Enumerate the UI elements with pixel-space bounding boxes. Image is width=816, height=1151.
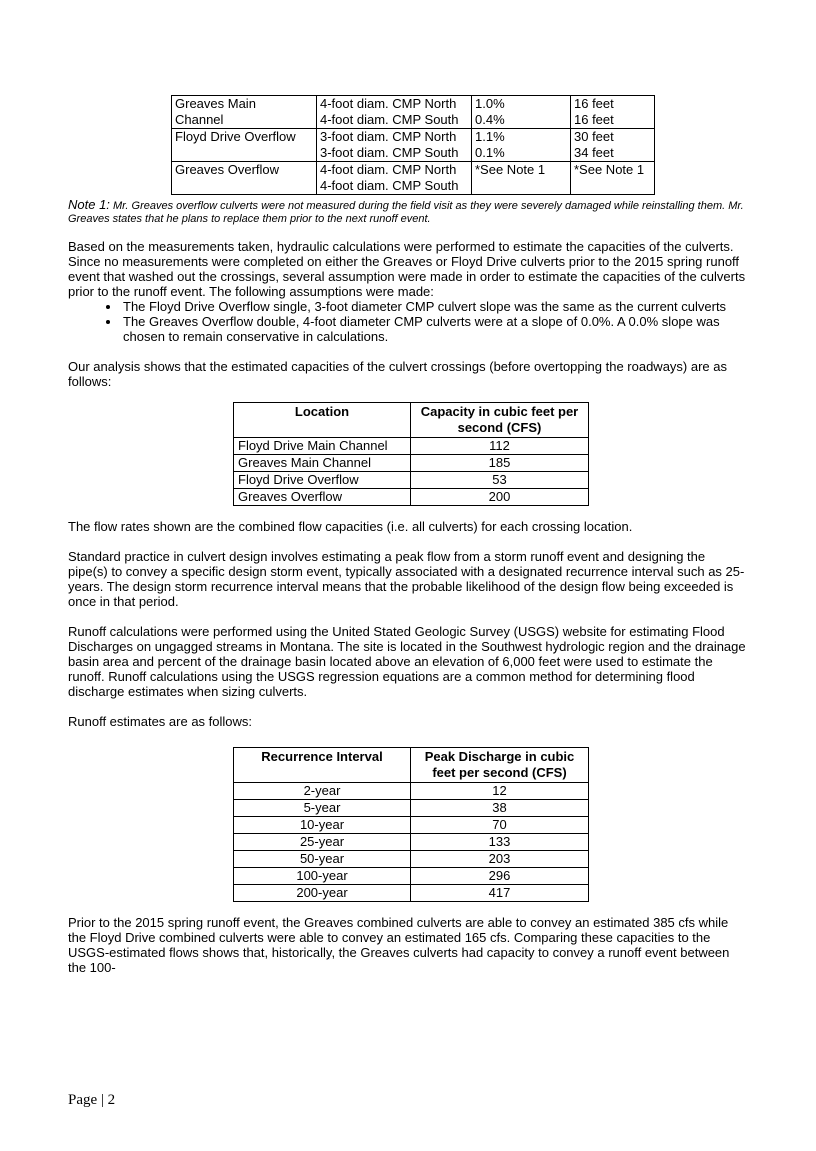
cell-line: 3-foot diam. CMP South [320, 145, 459, 160]
table-cell-discharge: 70 [411, 817, 589, 834]
column-header-recurrence: Recurrence Interval [234, 748, 411, 783]
table-cell-location [172, 129, 317, 162]
paragraph-analysis-intro: Our analysis shows that the estimated capacities of the culvert crossings (before overtopping the roadways) are as follows: [68, 359, 727, 389]
table-cell-interval: 5-year [234, 800, 411, 817]
cell-line: 16 feet [574, 96, 614, 111]
paragraph-runoff-calcs: Runoff calculations were performed using the United Stated Geologic Survey (USGS) website for estimating Flood Discharges on ungagged streams in Montana. The site is located in the Southwest hydrologic region and the drainage basin area and percent of the drainage basin located above an elevation of 6,000 feet were used to estimate the runoff. Runoff calculations using the USGS regression equations are a common method for determining flood discharge estimates when sizing culverts. [68, 624, 746, 699]
list-item: • The Floyd Drive Overflow single, 3-foot diameter CMP culvert slope was the same as the current culverts [121, 299, 748, 314]
table-cell-slope [472, 96, 571, 129]
cell-line: *See Note 1 [574, 162, 645, 177]
table-cell-interval: 25-year [234, 834, 411, 851]
table-row [234, 800, 589, 817]
paragraph-hydraulic-calcs: Based on the measurements taken, hydraulic calculations were performed to estimate the capacities of the culverts. Since no measurements were completed on either the Greaves or Floyd Drive culverts prior to the 2015 spring runoff event that washed out the crossings, several assumption were made in order to estimate the capacities of the culverts prior to the runoff event. The following assumptions were made: [68, 239, 746, 299]
document-page [0, 95, 816, 1151]
cell-line: 0.1% [475, 145, 505, 160]
cell-line: 34 feet [574, 145, 614, 160]
cell-line: 0.4% [475, 112, 505, 127]
page-number-footer: Page | 2 [68, 1092, 116, 1108]
table-row [234, 455, 589, 472]
cell-line: 3-foot diam. CMP North [320, 129, 457, 144]
table-cell-interval: 10-year [234, 817, 411, 834]
table-cell-location [172, 96, 317, 129]
footnote-label: Note 1: [68, 197, 110, 212]
table-row [172, 129, 655, 162]
table-row [234, 868, 589, 885]
table-cell-discharge: 38 [411, 800, 589, 817]
assumptions-list [68, 299, 748, 344]
table-cell-capacity: 200 [411, 489, 589, 506]
table-cell-length [571, 129, 655, 162]
table-cell-capacity: 185 [411, 455, 589, 472]
cell-line: *See Note 1 [475, 162, 546, 177]
cell-line: 1.0% [475, 96, 505, 111]
cell-line: 4-foot diam. CMP South [320, 112, 459, 127]
culvert-specs-table [171, 95, 655, 195]
table-cell-interval: 100-year [234, 868, 411, 885]
table-cell-interval: 50-year [234, 851, 411, 868]
cell-line: 4-foot diam. CMP North [320, 162, 457, 177]
cell-line: 30 feet [574, 129, 614, 144]
list-item: • The Greaves Overflow double, 4-foot diameter CMP culverts were at a slope of 0.0%. A 0.0% slope was chosen to remain conservative in calculations. [121, 314, 748, 344]
paragraph-runoff-estimates-intro: Runoff estimates are as follows: [68, 714, 253, 729]
cell-line: 16 feet [574, 112, 614, 127]
column-header-capacity: Capacity in cubic feet per second (CFS) [411, 403, 589, 438]
cell-line: Floyd Drive Overflow [175, 129, 296, 144]
cell-line: Greaves Main [175, 96, 256, 111]
table-header-row [234, 403, 589, 438]
table-cell-capacity: 112 [411, 438, 589, 455]
cell-line: 4-foot diam. CMP North [320, 96, 457, 111]
cell-line: Channel [175, 112, 224, 127]
table-row [234, 438, 589, 455]
cell-line: 4-foot diam. CMP South [320, 178, 459, 193]
column-header-discharge: Peak Discharge in cubic feet per second (CFS) [411, 748, 589, 783]
document-body [0, 95, 816, 975]
table-cell-discharge: 12 [411, 783, 589, 800]
table-cell-length [571, 96, 655, 129]
table-cell-location: Greaves Overflow [234, 489, 411, 506]
table-header-row [234, 748, 589, 783]
table-cell-discharge: 133 [411, 834, 589, 851]
paragraph-flow-rates: The flow rates shown are the combined flow capacities (i.e. all culverts) for each crossing location. [68, 519, 633, 534]
table-cell-discharge: 417 [411, 885, 589, 902]
table-cell-slope [472, 162, 571, 195]
table-row [234, 885, 589, 902]
table-cell-interval: 2-year [234, 783, 411, 800]
runoff-estimates-table [233, 747, 589, 902]
table-cell-capacity: 53 [411, 472, 589, 489]
table-cell-slope [472, 129, 571, 162]
table-cell-location [172, 162, 317, 195]
table-cell-location: Greaves Main Channel [234, 455, 411, 472]
table-cell-discharge: 296 [411, 868, 589, 885]
table-row [172, 162, 655, 195]
table-row [172, 96, 655, 129]
table-row [234, 851, 589, 868]
cell-line: Greaves Overflow [175, 162, 280, 177]
footnote-text: Mr. Greaves overflow culverts were not measured during the field visit as they were severely damaged while reinstalling them. Mr. Greaves states that he plans to replace them prior to the next runoff event. [68, 200, 744, 225]
column-header-location: Location [234, 403, 411, 438]
table-cell-discharge: 203 [411, 851, 589, 868]
paragraph-standard-practice: Standard practice in culvert design involves estimating a peak flow from a storm runoff event and designing the pipe(s) to convey a specific design storm event, typically associated with a designated recurrence interval such as 25-years. The design storm recurrence interval means that the probable likelihood of the design flow being exceeded is once in that period. [68, 549, 745, 609]
table-row [234, 834, 589, 851]
footnote-note1 [68, 198, 774, 226]
paragraph-prior-capacity: Prior to the 2015 spring runoff event, the Greaves combined culverts are able to convey an estimated 385 cfs while the Floyd Drive combined culverts were able to convey an estimated 165 cfs. Comparing these capacities to the USGS-estimated flows shows that, historically, the Greaves culverts had capacity to convey a runoff event between the 100- [68, 915, 730, 975]
table-row [234, 472, 589, 489]
table-cell-pipe [317, 162, 472, 195]
cell-line: 1.1% [475, 129, 505, 144]
table-row [234, 489, 589, 506]
table-row [234, 783, 589, 800]
table-cell-interval: 200-year [234, 885, 411, 902]
table-cell-location: Floyd Drive Main Channel [234, 438, 411, 455]
table-cell-pipe [317, 129, 472, 162]
capacity-table [233, 402, 589, 506]
table-cell-location: Floyd Drive Overflow [234, 472, 411, 489]
table-row [234, 817, 589, 834]
table-cell-length [571, 162, 655, 195]
table-cell-pipe [317, 96, 472, 129]
